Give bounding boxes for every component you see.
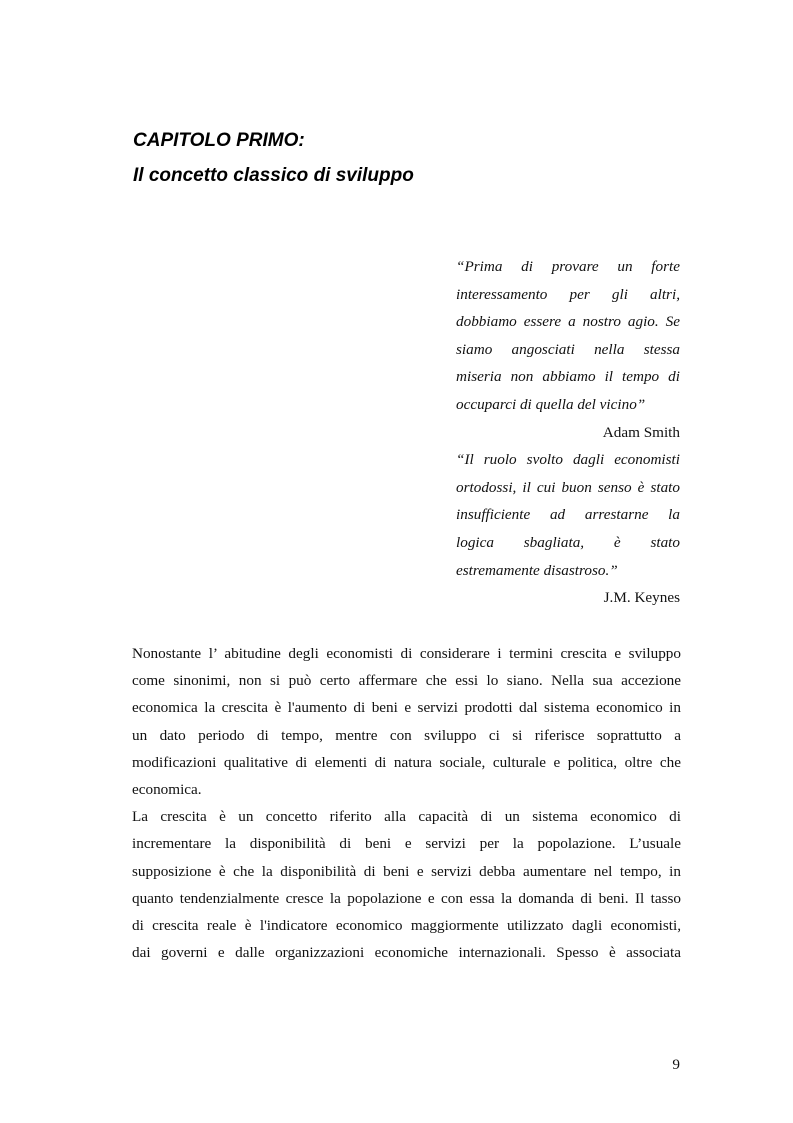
text-line: supposizione è che la disponibilità di beni e servizi debba aumentare nel tempo, in — [132, 862, 681, 880]
epigraph-line: “Prima di provare un forte — [456, 258, 680, 275]
text-line: La crescita è un concetto riferito alla capacità di un sistema economico di — [132, 808, 681, 826]
text-line: di crescita reale è l'indicatore economico maggiormente utilizzato dagli economisti, — [132, 916, 681, 934]
chapter-label: CAPITOLO PRIMO: — [133, 130, 305, 151]
epigraph-adam-smith — [456, 253, 680, 446]
epigraph-line: interessamento per gli altri, — [456, 285, 680, 303]
epigraph-keynes — [456, 446, 680, 612]
body-text — [132, 640, 681, 966]
epigraph-line: ortodossi, il cui buon senso è stato — [456, 478, 680, 496]
epigraph-line: occuparci di quella del vicino” — [456, 395, 646, 413]
text-line: incrementare la disponibilità di beni e servizi per la popolazione. L’usuale — [132, 835, 681, 853]
epigraph-line: “Il ruolo svolto dagli economisti — [456, 451, 680, 469]
paragraph — [132, 640, 681, 803]
epigraph-line: miseria non abbiamo il tempo di — [456, 368, 680, 386]
text-line: economica. — [132, 780, 202, 798]
text-line: Nonostante l’ abitudine degli economisti di considerare i termini crescita e sviluppo — [132, 645, 681, 662]
epigraph-author: Adam Smith — [602, 423, 680, 441]
epigraph-line: dobbiamo essere a nostro agio. Se — [456, 313, 680, 331]
text-line: economica la crescita è l'aumento di beni e servizi prodotti dal sistema economico in — [132, 699, 681, 717]
epigraph-block — [456, 253, 680, 612]
epigraph-line: logica sbagliata, è stato — [456, 533, 680, 551]
text-line: come sinonimi, non si può certo affermare che essi lo siano. Nella sua accezione — [132, 672, 681, 690]
text-line: quanto tendenzialmente cresce la popolazione e con essa la domanda di beni. Il tasso — [132, 889, 681, 907]
text-line: modificazioni qualitative di elementi di natura sociale, culturale e politica, oltre che — [132, 753, 681, 771]
paragraph — [132, 803, 681, 966]
text-line: dai governi e dalle organizzazioni economiche internazionali. Spesso è associata — [132, 944, 681, 962]
epigraph-line: siamo angosciati nella stessa — [456, 340, 680, 358]
epigraph-line: estremamente disastroso.” — [456, 561, 618, 579]
chapter-title: Il concetto classico di sviluppo — [133, 165, 414, 186]
epigraph-author: J.M. Keynes — [603, 589, 680, 607]
epigraph-line: insufficiente ad arrestarne la — [456, 506, 680, 524]
text-line: un dato periodo di tempo, mentre con sviluppo ci si riferisce soprattutto a — [132, 726, 681, 744]
page-number: 9 — [672, 1056, 680, 1073]
